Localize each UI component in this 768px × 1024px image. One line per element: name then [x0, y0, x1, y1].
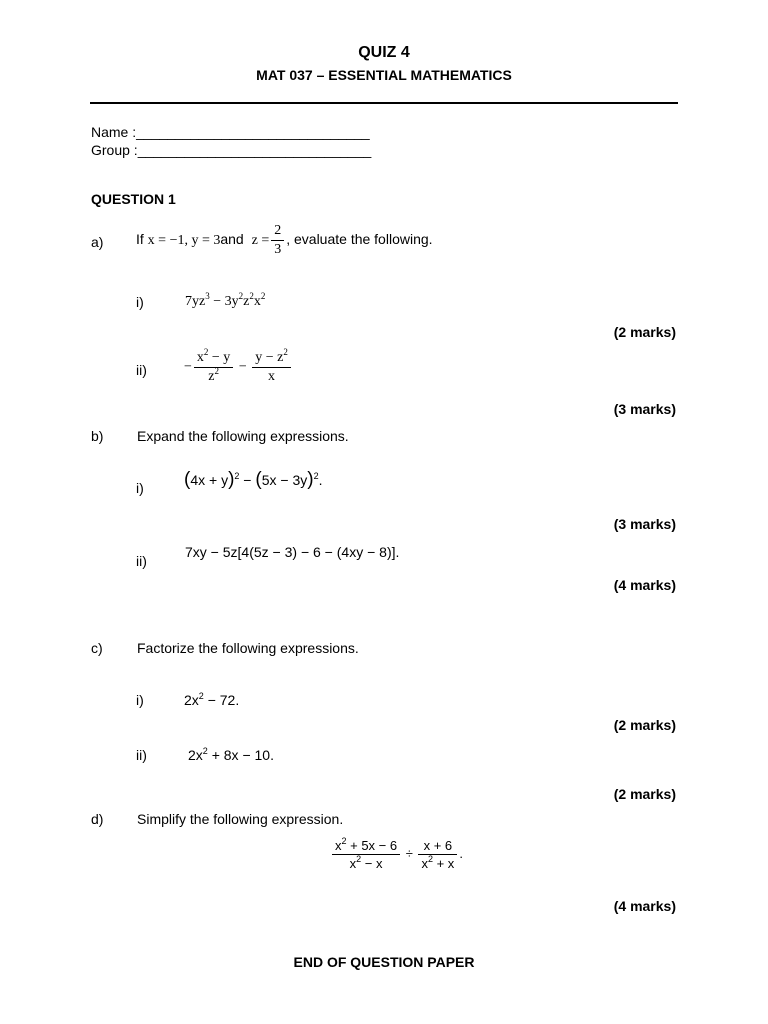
header-divider [90, 102, 678, 104]
group-field-label: Group :______________________________ [91, 142, 372, 158]
course-title: MAT 037 – ESSENTIAL MATHEMATICS [256, 67, 512, 83]
part-a-i-marks: (2 marks) [613, 324, 676, 340]
part-a-ii-label: ii) [136, 362, 147, 378]
given-values: x = −1, y = 3 [147, 233, 221, 249]
part-b-ii-expression: 7xy − 5z[4(5z − 3) − 6 − (4xy − 8)]. [185, 544, 400, 560]
end-of-paper: END OF QUESTION PAPER [293, 954, 475, 970]
part-a-i-expression: $7yz^3 - 3y^2z^2x^2$ [185, 291, 266, 309]
part-b-ii-label: ii) [136, 553, 147, 569]
part-c-ii-label: ii) [136, 747, 147, 763]
part-b-i-expression: $(4x + y)^2 - (5x - 3y)^2$. [184, 469, 323, 490]
part-b-i-label: i) [136, 480, 144, 496]
part-b-label: b) [91, 428, 104, 444]
question-heading: QUESTION 1 [91, 191, 176, 207]
z-fraction: $\frac{2}{3}$ [271, 223, 284, 258]
part-c-intro: Factorize the following expressions. [137, 640, 359, 656]
quiz-title: QUIZ 4 [358, 44, 410, 61]
part-d-expression: $\frac{x^2 + 5x - 6}{x^2 - x}$ ÷ $\frac{x + 6}{x^2 + x}$ . [330, 838, 463, 871]
part-b-i-marks: (3 marks) [613, 516, 676, 532]
part-b-ii-marks: (4 marks) [613, 577, 676, 593]
part-d-label: d) [91, 811, 104, 827]
part-b-intro: Expand the following expressions. [137, 428, 349, 444]
part-c-label: c) [91, 640, 103, 656]
part-a-ii-expression: − $\frac{x^2 - y}{z^2}$ − $\frac{y - z^2}{x}$ [184, 350, 293, 385]
part-a-intro: If x = −1, y = 3and z = $\frac{2}{3}$ , evaluate the following. [136, 223, 433, 257]
part-c-i-expression: $2x^2 - 72$. [184, 691, 240, 708]
part-d-intro: Simplify the following expression. [137, 811, 344, 827]
part-c-i-marks: (2 marks) [613, 717, 676, 733]
part-c-ii-marks: (2 marks) [613, 786, 676, 802]
part-a-i-label: i) [136, 294, 144, 310]
part-a-label: a) [91, 234, 104, 250]
part-c-i-label: i) [136, 692, 144, 708]
name-field-label: Name :______________________________ [91, 124, 370, 140]
part-d-marks: (4 marks) [613, 898, 676, 914]
part-c-ii-expression: $2x^2 + 8x - 10$. [188, 746, 274, 763]
part-a-ii-marks: (3 marks) [613, 401, 676, 417]
